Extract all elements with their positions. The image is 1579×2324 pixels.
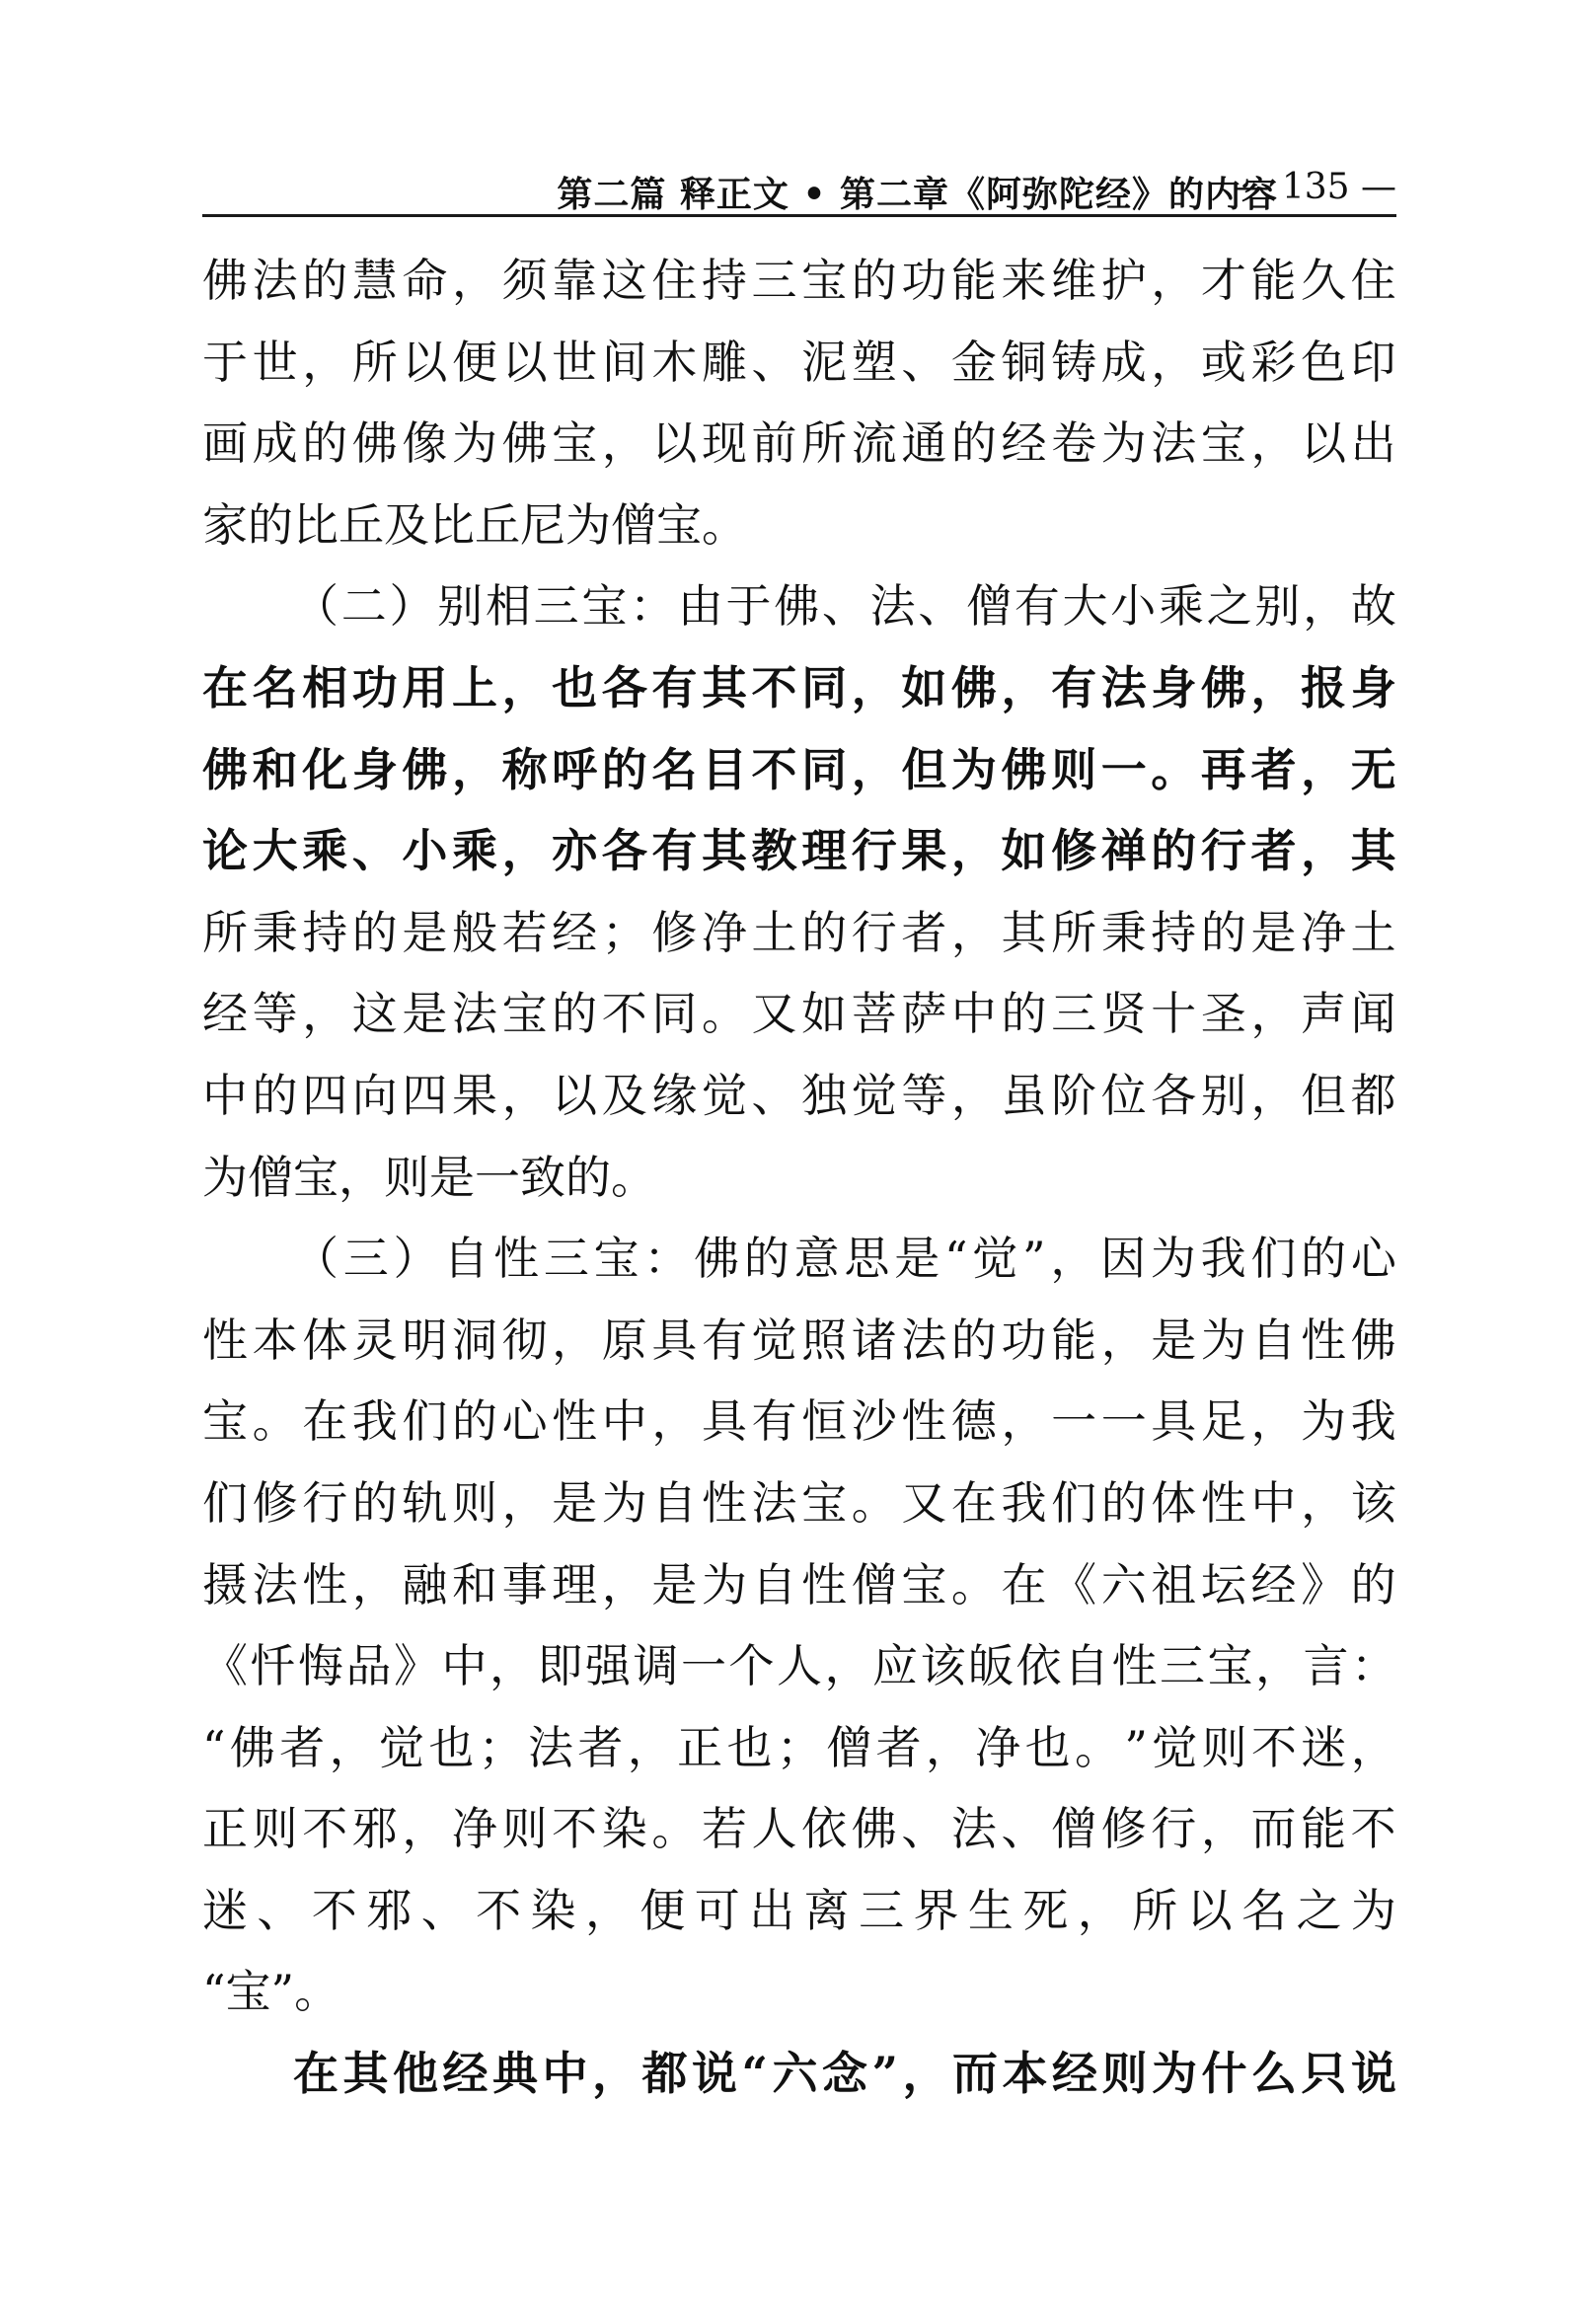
text-line: 中 的 四 向 四 果 ， 以 及 缘 觉 、 独 觉 等 ， 虽 阶 位 各 别 ， 但 都 (202, 1068, 1396, 1122)
text-line: 于 世 ， 所 以 便 以 世 间 木 雕 、 泥 塑 、 金 铜 铸 成 ， 或 彩 色 印 (202, 335, 1396, 389)
text-line: 画 成 的 佛 像 为 佛 宝 ， 以 现 前 所 流 通 的 经 卷 为 法 宝 ， 以 出 (202, 416, 1396, 471)
text-line: 《 忏 悔 品 》 中 ， 即 强 调 一 个 人 ， 应 该 皈 依 自 性 三 宝 ， 言 ： (202, 1639, 1396, 1693)
text-line: 迷 、 不 邪 、 不 染 ， 便 可 出 离 三 界 生 死 ， 所 以 名 之 为 (202, 1883, 1396, 1937)
body-text (202, 254, 1396, 2132)
text-line: 摄 法 性 ， 融 和 事 理 ， 是 为 自 性 僧 宝 。 在 《 六 祖 坛 经 》 的 (202, 1557, 1396, 1612)
text-line: 论 大 乘 、 小 乘 ， 亦 各 有 其 教 理 行 果 ， 如 修 禅 的 行 者 ， 其 (202, 824, 1396, 878)
text-line: 家 的 比 丘 及 比 丘 尼 为 僧 宝 。 (202, 497, 747, 552)
text-line: 们 修 行 的 轨 则 ， 是 为 自 性 法 宝 。 又 在 我 们 的 体 性 中 ， 该 (202, 1475, 1396, 1530)
text-line: 正 则 不 邪 ， 净 则 不 染 。 若 人 依 佛 、 法 、 僧 修 行 ， 而 能 不 (202, 1802, 1396, 1856)
text-line: （ 三 ） 自 性 三 宝 ： 佛 的 意 思 是 “ 觉 ” ， 因 为 我 们 的 心 (293, 1232, 1396, 1286)
text-line: “ 佛 者 ， 觉 也 ； 法 者 ， 正 也 ； 僧 者 ， 净 也 。 ” 觉 则 不 迷 ， (202, 1720, 1396, 1774)
text-line: 在 名 相 功 用 上 ， 也 各 有 其 不 同 ， 如 佛 ， 有 法 身 佛 ， 报 身 (202, 660, 1396, 714)
text-line: 宝 。 在 我 们 的 心 性 中 ， 具 有 恒 沙 性 德 ， 一 一 具 足 ， 为 我 (202, 1394, 1396, 1449)
running-header (202, 163, 1396, 217)
text-line: “ 宝 ” 。 (202, 1965, 340, 2019)
text-line: 性 本 体 灵 明 洞 彻 ， 原 具 有 觉 照 诸 法 的 功 能 ， 是 为 自 性 佛 (202, 1312, 1396, 1367)
text-line: 所 秉 持 的 是 般 若 经 ； 修 净 土 的 行 者 ， 其 所 秉 持 的 是 净 土 (202, 905, 1396, 959)
text-line: （ 二 ） 别 相 三 宝 ： 由 于 佛 、 法 、 僧 有 大 小 乘 之 别 ， 故 (293, 579, 1396, 634)
header-title: 第二篇 释正文 • 第二章《阿弥陀经》的内容 (557, 174, 1278, 215)
page-number: — 135 — (1235, 167, 1396, 207)
text-line: 在 其 他 经 典 中 ， 都 说 “ 六 念 ” ， 而 本 经 则 为 什 么 只 说 (293, 2047, 1396, 2101)
text-line: 佛 法 的 慧 命 ， 须 靠 这 住 持 三 宝 的 功 能 来 维 护 ， 才 能 久 住 (202, 254, 1396, 307)
text-line: 佛 和 化 身 佛 ， 称 呼 的 名 目 不 同 ， 但 为 佛 则 一 。 再 者 ， 无 (202, 742, 1396, 796)
text-line: 为 僧 宝 ， 则 是 一 致 的 。 (202, 1150, 656, 1204)
text-line: 经 等 ， 这 是 法 宝 的 不 同 。 又 如 菩 萨 中 的 三 贤 十 圣 ， 声 闻 (202, 987, 1396, 1041)
